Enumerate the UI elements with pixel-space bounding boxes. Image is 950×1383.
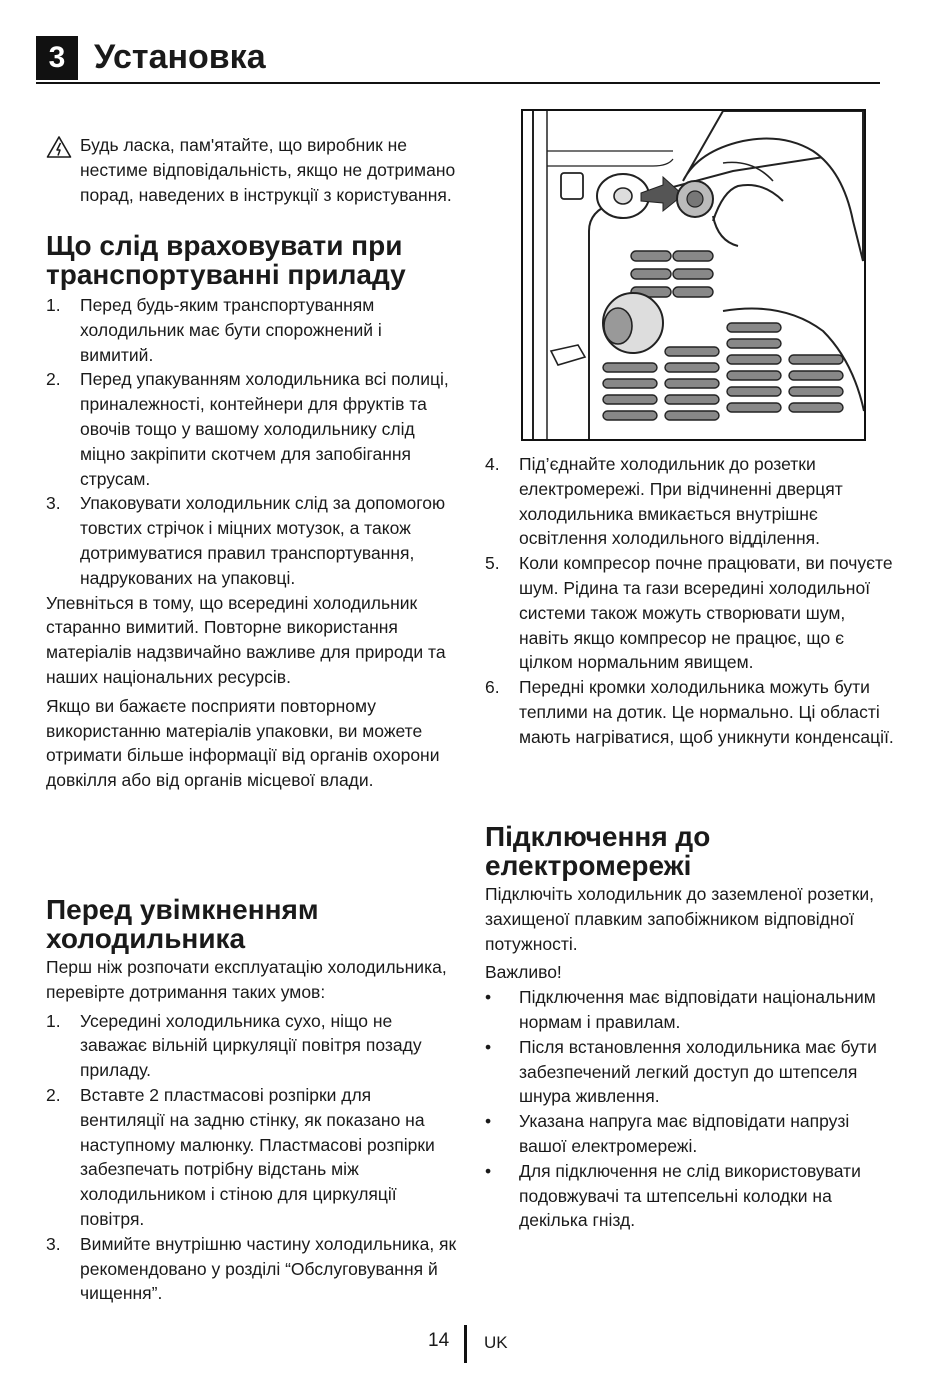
page-number: 14 [428,1330,450,1351]
electric-heading: Підключення до електромережі [485,821,711,881]
transport-paragraph: Упевніться в тому, що всередині холодильник старанно вимитий. Повторне використання матеріалів надзвичайно важливе для природи та наших національних ресурсів. [46,592,446,687]
spacer-insertion-illustration [521,109,866,441]
transport-heading: Що слід враховувати при транспортуванні приладу [46,230,406,290]
list-item: 3. Упаковувати холодильник слід за допомогою товстих стрічок і міцних мотузок, а також дотримуватися правил транспортування, надрукованих на упаковці. [46,493,446,588]
list-item: • Для підключення не слід використовувати подовжувачі та штепсельні колодки на декілька гнізд. [485,1160,861,1231]
list-item: 6. Передні кромки холодильника можуть бути теплими на дотик. Це нормально. Ці області мають нагріватися, щоб уникнути конденсації. [485,677,894,747]
list-item: 1. Перед будь-яким транспортуванням холодильник має бути спорожнений і вимитий. [46,295,382,365]
chapter-number: 3 [36,36,78,80]
language-code: UK [484,1333,508,1352]
before-list [46,1009,458,1307]
before-list [485,452,897,750]
warning-text: Будь ласка, пам'ятайте, що виробник не нестиме відповідальність, якщо не дотримано порад, наведених в інструкції з користування. [80,135,456,205]
list-item: 2. Перед упакуванням холодильника всі полиці, приналежності, контейнери для фруктів та овочів тощо у вашому холодильнику слід міцно закріпити скотчем для запобігання струсам. [46,369,449,489]
chapter-title: Установка [94,38,266,76]
list-item: • Після встановлення холодильника має бути забезпечений легкий доступ до штепселя шнура живлення. [485,1036,877,1107]
list-item: 5. Коли компресор почне працювати, ви почуєте шум. Рідина та гази всередині холодильної системи також можуть створювати шум, навіть якщо компресор не працює, що є цілком нормальним явищем. [485,553,893,673]
transport-paragraph: Якщо ви бажаєте посприяти повторному використанню матеріалів упаковки, ви можете отримати більше інформації від органів охорони довкілля або від органів місцевої влади. [46,695,440,791]
electric-bullets [485,985,897,1233]
list-item: 1. Усередині холодильника сухо, ніщо не заважає вільній циркуляції повітря позаду приладу. [46,1010,422,1081]
transport-section [46,231,458,793]
important-label: Важливо! [485,962,562,983]
before-section [46,895,458,1306]
warning-note [46,133,458,207]
list-item: • Указана напруга має відповідати напрузі вашої електромережі. [485,1111,850,1156]
chapter-header [36,36,880,84]
before-heading: Перед увімкненням холодильника [46,894,319,954]
before-intro: Перш ніж розпочати експлуатацію холодильника, перевірте дотримання таких умов: [46,957,447,1002]
transport-list [46,293,458,591]
electric-section [485,822,897,1233]
electric-intro: Підключіть холодильник до заземленої розетки, захищеної плавким запобіжником відповідної потужності. [485,884,874,954]
before-list-continued [485,452,897,750]
illustration-drawing [523,111,864,439]
list-item: 3. Вимийте внутрішню частину холодильника, як рекомендовано у розділі “Обслуговування й чищення”. [46,1233,457,1304]
footer-divider [464,1325,467,1363]
list-item: 2. Вставте 2 пластмасові розпірки для вентиляції на задню стінку, як показано на наступному малюнку. Пластмасові розпірки забезпечать потрібну відстань між холодильником і стіною для циркуляції повітря. [46,1084,435,1229]
warning-triangle-icon [46,135,72,159]
list-item: 4. Під’єднайте холодильник до розетки електромережі. При відчиненні дверцят холодильника вмикається внутрішнє освітлення холодильного відділення. [485,454,843,549]
list-item: • Підключення має відповідати національним нормам і правилам. [485,987,876,1032]
